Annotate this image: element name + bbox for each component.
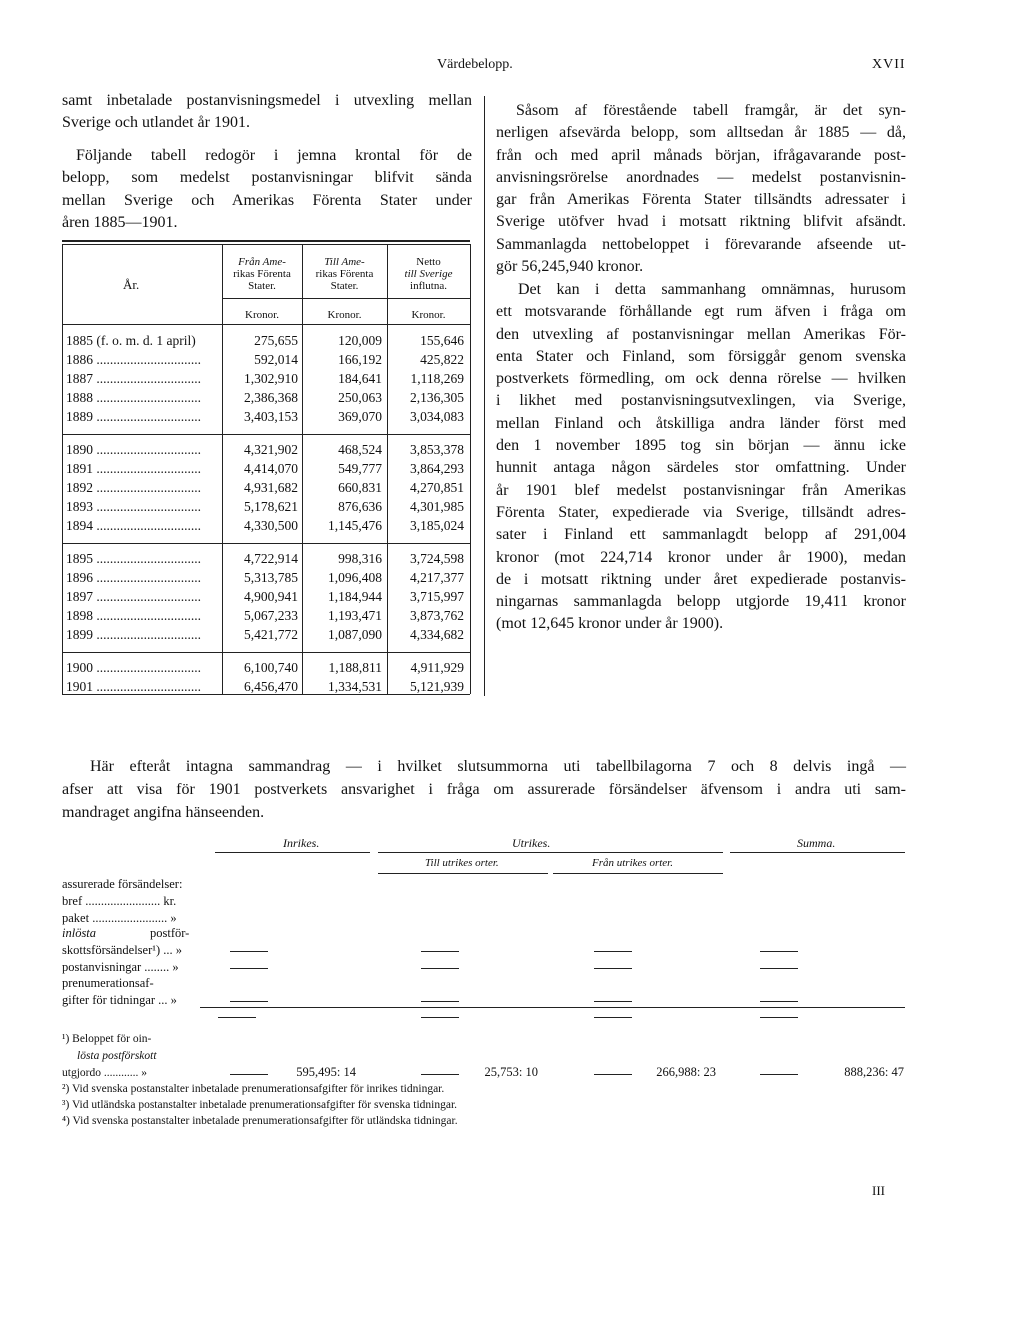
to-america-cell: 998,316	[338, 551, 382, 566]
header-inrikes: Inrikes.	[283, 836, 320, 850]
from-america-cell: 4,931,682	[244, 480, 298, 495]
text-line: ett motsvarande förhållande egt rum äfven i fråga om	[496, 303, 906, 321]
footnote-4: ⁴) Vid svenska postanstalter inbetalade prenumerationsafgifter för utländska tidningar.	[62, 1115, 458, 1127]
row-label-bref: bref ........................ kr.	[62, 894, 177, 908]
to-america-cell: 369,070	[338, 409, 382, 424]
footnote-1-line-b: lösta postförskott	[77, 1050, 157, 1062]
header-brace	[378, 873, 548, 874]
table-right-border	[470, 244, 471, 694]
empty-dash	[230, 951, 268, 952]
group-separator	[62, 543, 470, 544]
unit-label: Kronor.	[411, 309, 446, 321]
year-cell: 1897 ...............................	[66, 589, 201, 604]
group-separator	[62, 434, 470, 435]
table-top-rule-thin	[62, 244, 470, 245]
col-header-year: År.	[123, 277, 140, 292]
year-cell: 1888 ...............................	[66, 390, 201, 405]
unit-label: Kronor.	[245, 309, 279, 321]
text-line: Såsom af förestående tabell framgår, är det syn-	[516, 102, 906, 119]
text-line: Förenta Stater, expedierade via Sverige, tillsändt adres-	[496, 503, 906, 521]
from-america-cell: 6,456,470	[244, 679, 298, 694]
text-line: åren 1885—1901.	[62, 213, 178, 231]
net-cell: 1,118,269	[410, 371, 464, 386]
empty-dash	[760, 951, 798, 952]
wide-paragraph	[62, 755, 906, 824]
from-america-cell: 6,100,740	[244, 660, 298, 675]
table-left-border	[62, 244, 63, 694]
year-cell: 1900 ...............................	[66, 660, 201, 675]
to-america-cell: 120,009	[338, 333, 382, 348]
net-cell: 4,301,985	[410, 499, 464, 514]
year-cell: 1896 ...............................	[66, 570, 201, 585]
empty-dash	[218, 1017, 256, 1018]
from-america-cell: 4,321,902	[244, 442, 298, 457]
section-label: assurerade försändelser:	[62, 877, 183, 891]
footnote-1-till: 25,753: 10	[484, 1065, 538, 1079]
header-brace	[730, 852, 905, 853]
net-cell: 4,270,851	[410, 480, 464, 495]
year-cell: 1901 ...............................	[66, 679, 201, 694]
empty-dash	[594, 951, 632, 952]
col-header-to: Till Ame- rikas Förenta Stater.	[315, 256, 374, 292]
net-cell: 3,724,598	[410, 551, 464, 566]
from-america-cell: 4,414,070	[244, 461, 298, 476]
text-line: afser att visa för 1901 postverkets ansvarighet i fråga om assurerade försändelser äfvensom i andra uti sam-	[62, 781, 906, 798]
empty-dash	[594, 968, 632, 969]
net-cell: 3,853,378	[410, 442, 464, 457]
from-america-cell: 5,313,785	[244, 570, 298, 585]
col-header-from: Från Ame- rikas Förenta Stater.	[233, 256, 291, 292]
unit-label: Kronor.	[327, 309, 362, 321]
header-summa: Summa.	[797, 836, 836, 850]
column-divider	[484, 96, 485, 696]
net-cell: 3,864,293	[410, 461, 464, 476]
text-line: postverkets förmedling, om ock denna rörelse — hvilken	[496, 370, 906, 388]
right-second-paragraph	[496, 279, 906, 636]
year-cell: 1889 ...............................	[66, 409, 201, 424]
empty-dash	[230, 1074, 268, 1075]
net-cell: 3,873,762	[410, 608, 464, 623]
empty-dash	[421, 1074, 459, 1075]
text-line: kronor (mot 224,714 kronor under år 1900), medan	[496, 548, 906, 566]
to-america-cell: 1,334,531	[328, 679, 382, 694]
text-line: belopp, som medelst postanvisningar blifvit sända	[62, 169, 472, 187]
empty-dash	[760, 1017, 798, 1018]
net-cell: 3,034,083	[410, 409, 464, 424]
col-header-net: Netto till Sverige influtna.	[404, 256, 453, 292]
year-cell: 1885 (f. o. m. d. 1 april)	[66, 333, 196, 348]
text-line: år 1901 blef medelst postanvisningar från Amerikas	[496, 481, 906, 499]
net-cell: 2,136,305	[410, 390, 464, 405]
net-cell: 5,121,939	[410, 679, 464, 694]
header-till-utrikes: Till utrikes orter.	[425, 857, 499, 869]
text-line: från och med april månads början, ifrågavarande post-	[496, 146, 906, 164]
text-line: i likhet med postanvisningsutvexlingen, via Sverige,	[496, 392, 906, 410]
empty-dash	[421, 1017, 459, 1018]
header-utrikes: Utrikes.	[512, 836, 551, 850]
empty-dash	[594, 1017, 632, 1018]
to-america-cell: 1,087,090	[328, 627, 382, 642]
text-line: samt inbetalade postanvisningsmedel i utvexling mellan	[62, 92, 472, 109]
empty-dash	[760, 1074, 798, 1075]
year-cell: 1895 ...............................	[66, 551, 201, 566]
header-rule	[222, 298, 470, 299]
header-bottom-rule	[62, 324, 470, 325]
footnote-3: ³) Vid utländska postanstalter inbetalade prenumerationsafgifter för svenska tidningar.	[62, 1099, 458, 1111]
text-line: nerligen afsevärda belopp, som alltsedan år 1885 — då,	[496, 124, 906, 142]
from-america-cell: 5,067,233	[244, 608, 298, 623]
text-line: de i motsatt riktning under året expedierade postanvis-	[496, 570, 906, 588]
from-america-cell: 592,014	[254, 352, 298, 367]
header-fran-utrikes: Från utrikes orter.	[592, 857, 673, 869]
empty-dash	[421, 1001, 459, 1002]
text-line: sater i Finland ett sammanlagdt belopp af 291,004	[496, 526, 906, 544]
to-america-cell: 876,636	[338, 499, 382, 514]
empty-dash	[230, 968, 268, 969]
header-brace	[553, 873, 723, 874]
net-cell: 3,715,997	[410, 589, 464, 604]
from-america-cell: 2,386,368	[244, 390, 298, 405]
group-separator	[62, 652, 470, 653]
from-america-cell: 1,302,910	[244, 371, 298, 386]
text-line: enta Stater och Finland, som försiggår genom svenska	[496, 347, 906, 365]
from-america-cell: 4,330,500	[244, 518, 298, 533]
text-line: Här efteråt intagna sammandrag — i hvilket slutsummorna uti tabellbilagorna 7 och 8 delvis ingå —	[90, 758, 906, 775]
row-label-inlosta-cont: postför-	[150, 926, 190, 940]
text-line: Följande tabell redogör i jemna krontal för de	[76, 147, 472, 164]
empty-dash	[760, 1001, 798, 1002]
table-bottom-rule	[62, 694, 470, 695]
to-america-cell: 468,524	[338, 442, 382, 457]
header-brace	[378, 852, 723, 853]
right-first-paragraph	[496, 100, 906, 278]
net-cell: 4,217,377	[410, 570, 464, 585]
empty-dash	[421, 951, 459, 952]
from-america-cell: 5,421,772	[244, 627, 298, 642]
text-line: Sammanlagda nettobeloppet i förevarande afseende ut-	[496, 235, 906, 253]
text-line: Sverige utöfver hvad i motsatt riktning blifvit afsändt.	[496, 213, 906, 231]
left-intro-paragraph	[62, 90, 472, 135]
text-line: gar från Amerikas Förenta Stater tillsändts adressater i	[496, 191, 906, 209]
net-cell: 4,334,682	[410, 627, 464, 642]
to-america-cell: 1,184,944	[328, 589, 382, 604]
left-second-paragraph	[62, 145, 472, 234]
text-line: Det kan i detta sammanhang omnämnas, hurusom	[518, 281, 906, 298]
row-label-paket: paket ........................ »	[62, 911, 177, 925]
year-cell: 1894 ...............................	[66, 518, 201, 533]
from-america-cell: 4,722,914	[244, 551, 298, 566]
year-cell: 1898 ...............................	[66, 608, 201, 623]
text-line: den 1 november 1895 tog sin början — ännu icke	[496, 437, 906, 455]
to-america-cell: 250,063	[338, 390, 382, 405]
table-top-rule	[62, 240, 470, 242]
row-label-postanv: postanvisningar ........ »	[62, 960, 179, 974]
year-cell: 1892 ...............................	[66, 480, 201, 495]
text-line: mellan Finland och åtskilliga andra länder först med	[496, 414, 906, 432]
to-america-cell: 1,145,476	[328, 518, 382, 533]
to-america-cell: 1,188,811	[328, 660, 382, 675]
empty-dash	[760, 968, 798, 969]
text-line: mandraget angifna hänseenden.	[62, 804, 265, 821]
year-cell: 1886 ...............................	[66, 352, 201, 367]
page-number: III	[872, 1183, 885, 1198]
text-line: ningarnas sammanlagda belopp utgjorde 19,411 kronor	[496, 593, 906, 611]
row-label-skotts: skottsförsändelser¹) ... »	[62, 943, 183, 957]
footnote-1-summa: 888,236: 47	[844, 1065, 904, 1079]
running-header: Värdebelopp.	[437, 57, 513, 72]
year-cell: 1899 ...............................	[66, 627, 201, 642]
net-cell: 3,185,024	[410, 518, 464, 533]
text-line: gör 56,245,940 kronor.	[496, 258, 644, 276]
page-roman-number: XVII	[872, 57, 906, 72]
from-america-cell: 275,655	[254, 333, 298, 348]
net-cell: 4,911,929	[410, 660, 464, 675]
year-cell: 1890 ...............................	[66, 442, 201, 457]
year-cell: 1891 ...............................	[66, 461, 201, 476]
to-america-cell: 660,831	[338, 480, 382, 495]
row-label-prenum-cont: gifter för tidningar ... »	[62, 993, 177, 1007]
empty-dash	[594, 1001, 632, 1002]
footnote-1-line-c: utgjordo ............ »	[62, 1067, 147, 1079]
footnote-1-inrikes: 595,495: 14	[296, 1065, 356, 1079]
from-america-cell: 5,178,621	[244, 499, 298, 514]
empty-dash	[230, 1001, 268, 1002]
empty-dash	[421, 968, 459, 969]
to-america-cell: 1,193,471	[328, 608, 382, 623]
from-america-cell: 4,900,941	[244, 589, 298, 604]
text-line: hunnit antaga någon särdeles stor omfattning. Under	[496, 459, 906, 477]
footnote-1-line-a: ¹) Beloppet för oin-	[62, 1033, 152, 1045]
row-label-inlosta: inlösta	[62, 926, 97, 940]
text-line: mellan Sverige och Amerikas Förenta Stater under	[62, 191, 472, 209]
from-america-cell: 3,403,153	[244, 409, 298, 424]
text-line: (mot 12,645 kronor under år 1900).	[496, 615, 724, 633]
net-cell: 155,646	[420, 333, 464, 348]
to-america-cell: 166,192	[338, 352, 382, 367]
to-america-cell: 184,641	[338, 371, 382, 386]
to-america-cell: 1,096,408	[328, 570, 382, 585]
text-line: anvisningsrörelse anordnades — medelst postanvisnin-	[496, 168, 906, 186]
text-line: Sverige och utlandet år 1901.	[62, 114, 250, 132]
net-cell: 425,822	[420, 352, 464, 367]
text-line: den utvexling af postanvisningar mellan Amerikas För-	[496, 325, 906, 343]
summa-rule	[200, 1007, 905, 1008]
footnote-2: ²) Vid svenska postanstalter inbetalade prenumerationsafgifter för inrikes tidningar.	[62, 1083, 445, 1095]
year-cell: 1887 ...............................	[66, 371, 201, 386]
header-brace	[215, 852, 370, 853]
to-america-cell: 549,777	[338, 461, 382, 476]
empty-dash	[594, 1074, 632, 1075]
row-label-prenum: prenumerationsaf-	[62, 976, 154, 990]
footnote-1-fran: 266,988: 23	[656, 1065, 716, 1079]
year-cell: 1893 ...............................	[66, 499, 201, 514]
